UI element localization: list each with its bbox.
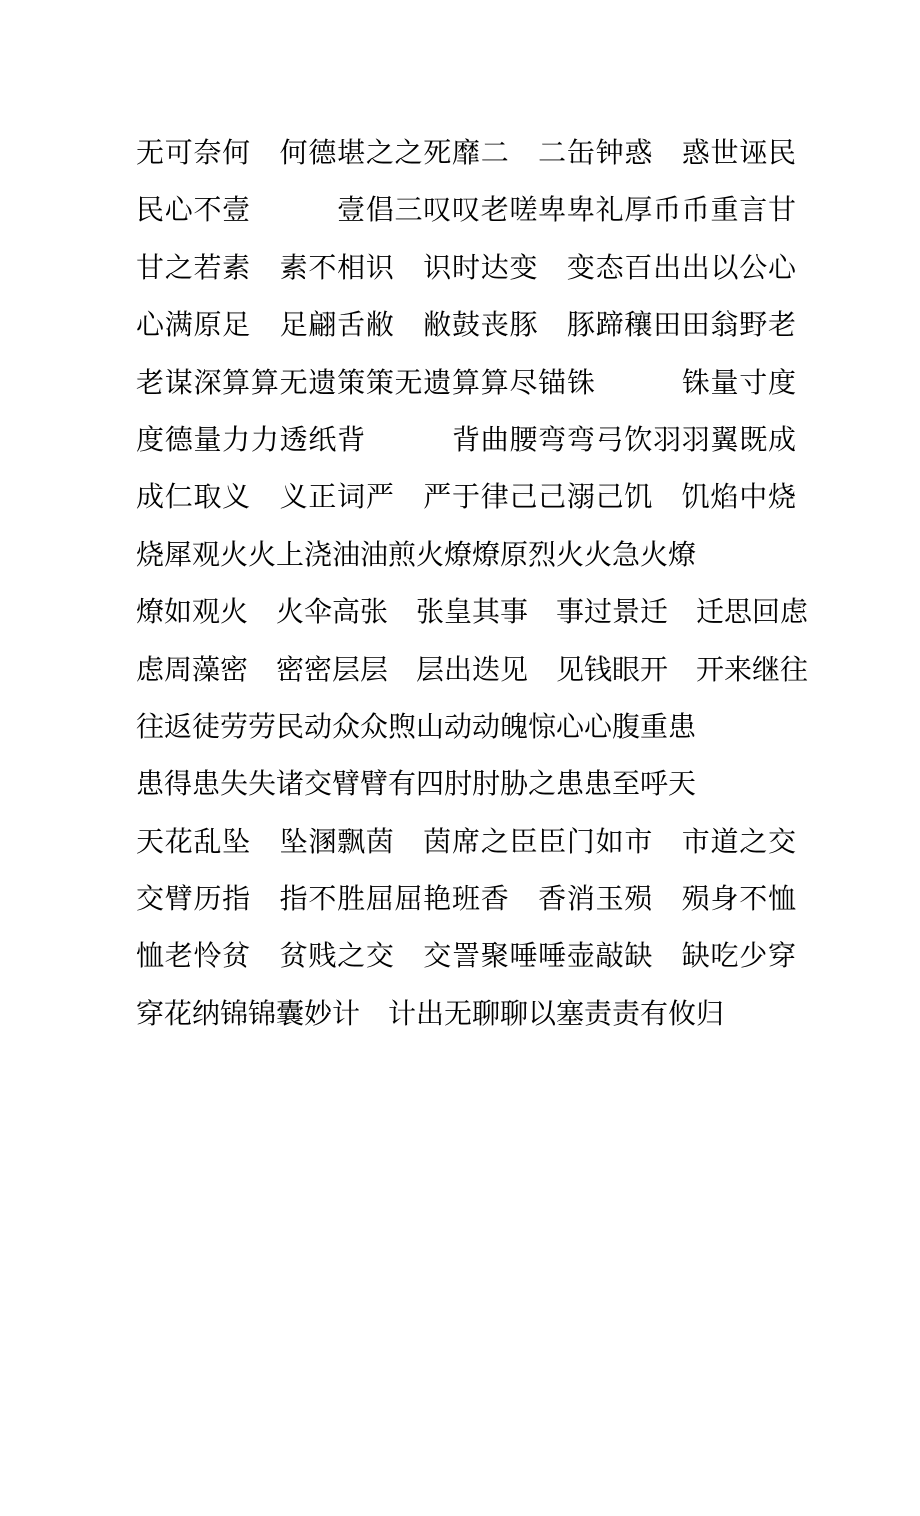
idiom-chain-text xyxy=(136,124,809,1042)
text-line-15: 恤老怜贫 贫贱之交 交詈聚唾唾壶敲缺 缺吃少穿 xyxy=(136,939,796,973)
text-line-6: 度德量力力透纸背 背曲腰弯弯弓饮羽羽翼既成 xyxy=(136,422,796,456)
text-line-4: 心满原足 足翩舌敝 敝鼓丧豚 豚蹄穰田田翁野老 xyxy=(136,308,796,342)
text-line-9: 燎如观火 火伞高张 张皇其事 事过景迁 迁思回虑 xyxy=(136,595,809,629)
text-line-5: 老谋深算算无遗策策无遗算算尽锚铢 铢量寸度 xyxy=(136,365,796,399)
text-line-3: 甘之若素 素不相识 识时达变 变态百出出以公心 xyxy=(136,250,796,284)
text-line-10: 虑周藻密 密密层层 层出迭见 见钱眼开 开来继往 xyxy=(136,652,809,686)
text-line-7: 成仁取义 义正词严 严于律己己溺己饥 饥焰中烧 xyxy=(136,480,796,514)
text-line-14: 交臂历指 指不胜屈屈艳班香 香消玉殒 殒身不恤 xyxy=(136,882,796,916)
text-line-11: 往返徒劳劳民动众众煦山动动魄惊心心腹重患 xyxy=(136,709,697,743)
text-line-12: 患得患失失诸交臂臂有四肘肘胁之患患至呼天 xyxy=(136,767,697,801)
text-line-16: 穿花纳锦锦囊妙计 计出无聊聊以塞责责有攸归 xyxy=(136,996,725,1030)
text-line-8: 烧犀观火火上浇油油煎火燎燎原烈火火急火燎 xyxy=(136,537,697,571)
text-line-13: 天花乱坠 坠溷飘茵 茵席之臣臣门如市 市道之交 xyxy=(136,824,796,858)
text-line-2: 民心不壹 壹倡三叹叹老嗟卑卑礼厚币币重言甘 xyxy=(136,193,796,227)
text-line-1: 无可奈何 何德堪之之死靡二 二缶钟惑 惑世诬民 xyxy=(136,136,796,169)
